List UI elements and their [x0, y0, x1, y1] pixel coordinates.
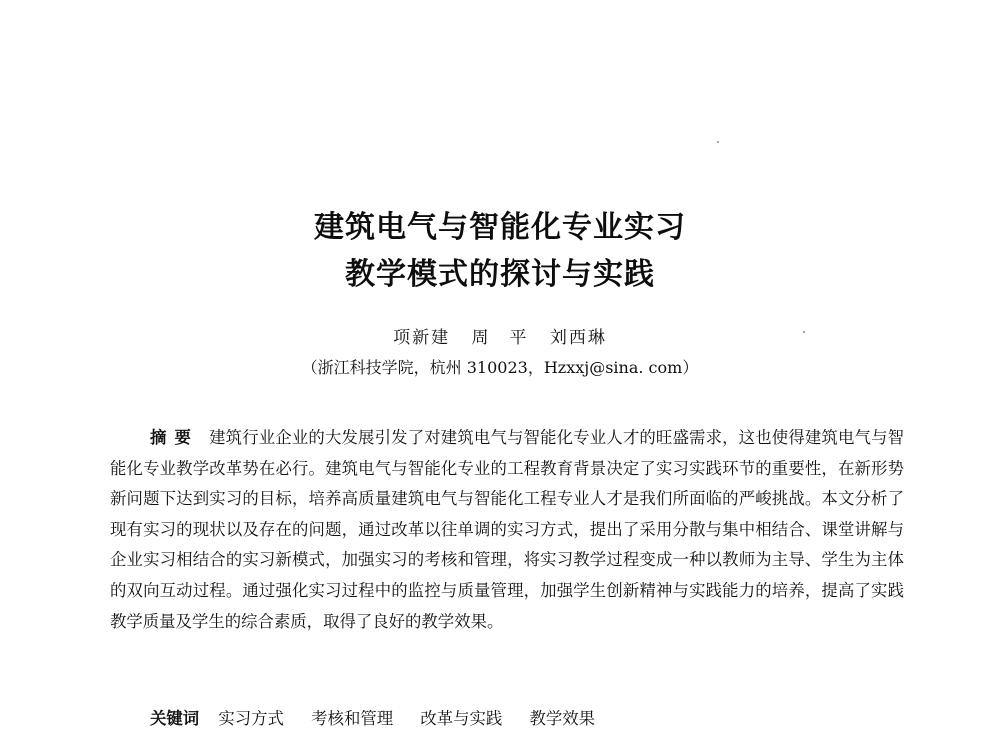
abstract-paragraph: [110, 423, 904, 637]
author-list: [0, 326, 1000, 350]
paper-title-line-1: 建筑电气与智能化专业实习: [314, 210, 686, 245]
keyword-item: 改革与实践: [420, 709, 503, 728]
scan-speck: [803, 331, 805, 333]
keyword-item: 考核和管理: [311, 709, 394, 728]
author-name: 周 平: [471, 328, 529, 348]
keyword-item: 实习方式: [218, 709, 284, 728]
keywords-line: [150, 707, 617, 731]
abstract-text: 建筑行业企业的大发展引发了对建筑电气与智能化专业人才的旺盛需求，这也使得建筑电气与智能化专业教学改革势在必行。建筑电气与智能化专业的工程教育背景决定了实习实践环节的重要性，在新形势新问题下达到实习的目标，培养高质量建筑电气与智能化工程专业人才是我们所面临的严峻挑战。本文分析了现有实习的现状以及存在的问题，通过改革以往单调的实习方式，提出了采用分散与集中相结合、课堂讲解与企业实习相结合的实习新模式，加强实习的考核和管理，将实习教学过程变成一种以教师为主导、学生为主体的双向互动过程。通过强化实习过程中的监控与质量管理，加强学生创新精神与实践能力的培养，提高了实践教学质量及学生的综合素质，取得了良好的教学效果。: [110, 428, 905, 631]
author-name: 刘西琳: [549, 328, 607, 348]
keywords-label: 关键词: [150, 709, 200, 728]
paper-title-line-2: 教学模式的探讨与实践: [345, 257, 655, 292]
abstract-label: 摘要: [150, 428, 200, 447]
author-affiliation: （浙江科技学院，杭州 310023，Hzxxj@sina. com）: [301, 358, 699, 377]
author-name: 项新建: [393, 328, 451, 348]
keyword-item: 教学效果: [529, 709, 596, 728]
scan-speck: [717, 141, 719, 143]
